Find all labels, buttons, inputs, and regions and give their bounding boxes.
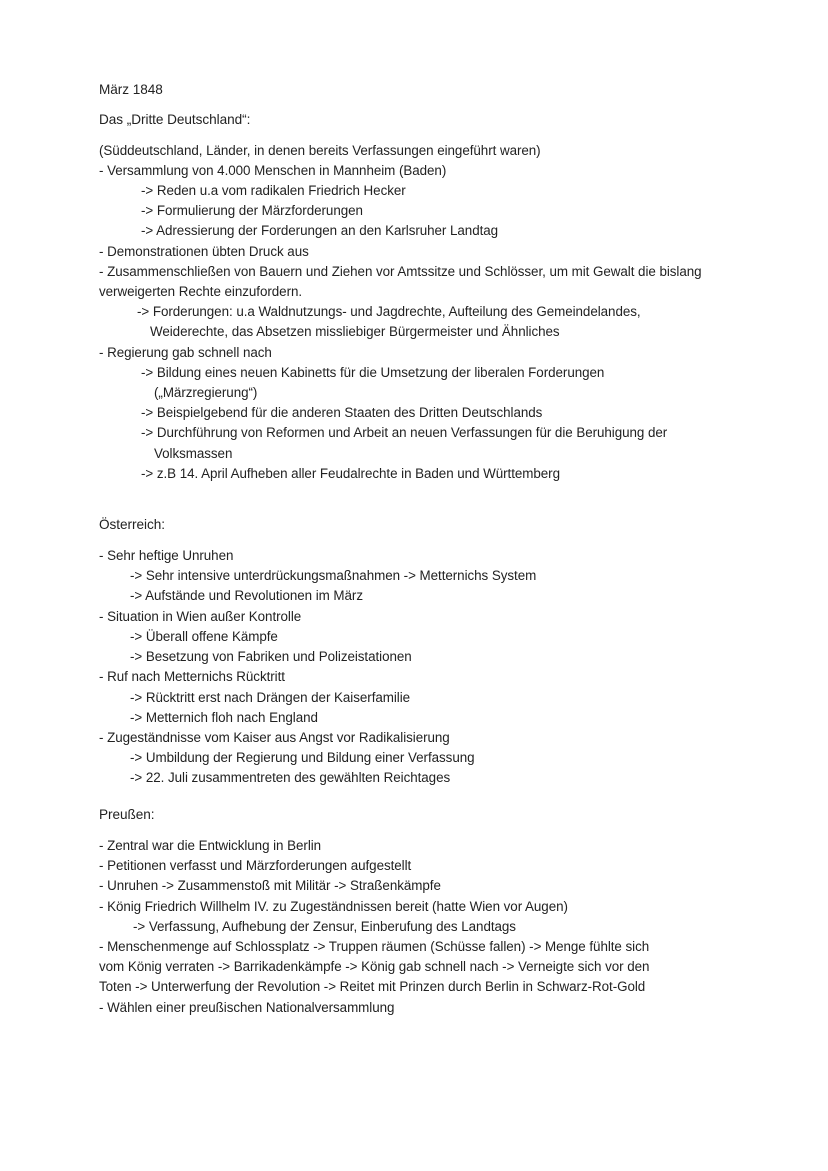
- text-line: - Zentral war die Entwicklung in Berlin: [99, 838, 322, 853]
- text-line: - Sehr heftige Unruhen: [99, 548, 234, 563]
- text-line: -> Reden u.a vom radikalen Friedrich Hecker: [141, 183, 406, 198]
- text-line: -> Adressierung der Forderungen an den Karlsruher Landtag: [141, 223, 499, 238]
- text-line: Volksmassen: [154, 446, 233, 461]
- text-line: („Märzregierung“): [154, 385, 258, 400]
- text-line: -> 22. Juli zusammentreten des gewählten Reichtages: [130, 770, 451, 785]
- text-line: -> Beispielgebend für die anderen Staaten des Dritten Deutschlands: [141, 405, 543, 420]
- text-line: -> Überall offene Kämpfe: [130, 629, 278, 644]
- text-line: -> Besetzung von Fabriken und Polizeistationen: [130, 649, 412, 664]
- text-line: verweigerten Rechte einzufordern.: [99, 284, 303, 299]
- text-line: Weiderechte, das Absetzen missliebiger Bürgermeister und Ähnliches: [150, 324, 560, 339]
- text-line: -> Formulierung der Märzforderungen: [141, 203, 363, 218]
- text-line: - Regierung gab schnell nach: [99, 345, 272, 360]
- section-heading-preussen: Preußen:: [99, 807, 155, 822]
- text-line: - Menschenmenge auf Schlossplatz -> Truppen räumen (Schüsse fallen) -> Menge fühlte sich: [99, 939, 650, 954]
- text-line: -> Rücktritt erst nach Drängen der Kaiserfamilie: [130, 690, 411, 705]
- text-line: - Versammlung von 4.000 Menschen in Mannheim (Baden): [99, 163, 447, 178]
- text-line: -> z.B 14. April Aufheben aller Feudalrechte in Baden und Württemberg: [141, 466, 560, 481]
- text-line: - Situation in Wien außer Kontrolle: [99, 609, 302, 624]
- text-line: -> Aufstände und Revolutionen im März: [130, 588, 363, 603]
- text-line: -> Bildung eines neuen Kabinetts für die Umsetzung der liberalen Forderungen: [141, 365, 605, 380]
- document-title: März 1848: [99, 82, 163, 97]
- text-line: -> Forderungen: u.a Waldnutzungs- und Jagdrechte, Aufteilung des Gemeindelandes,: [137, 304, 641, 319]
- text-line: -> Sehr intensive unterdrückungsmaßnahmen -> Metternichs System: [130, 568, 537, 583]
- text-line: - Ruf nach Metternichs Rücktritt: [99, 669, 285, 684]
- text-line: -> Umbildung der Regierung und Bildung einer Verfassung: [130, 750, 475, 765]
- text-line: - König Friedrich Willhelm IV. zu Zugeständnissen bereit (hatte Wien vor Augen): [99, 899, 568, 914]
- text-line: - Unruhen -> Zusammenstoß mit Militär -> Straßenkämpfe: [99, 878, 441, 893]
- text-line: - Zugeständnisse vom Kaiser aus Angst vor Radikalisierung: [99, 730, 450, 745]
- text-line: -> Metternich floh nach England: [130, 710, 318, 725]
- text-line: -> Durchführung von Reformen und Arbeit an neuen Verfassungen für die Beruhigung der: [141, 425, 668, 440]
- text-line: vom König verraten -> Barrikadenkämpfe -> König gab schnell nach -> Verneigte sich vor den: [99, 959, 650, 974]
- text-line: Toten -> Unterwerfung der Revolution -> Reitet mit Prinzen durch Berlin in Schwarz-Rot-Gold: [99, 979, 646, 994]
- section-heading-oesterreich: Österreich:: [99, 517, 165, 532]
- text-line: -> Verfassung, Aufhebung der Zensur, Einberufung des Landtags: [133, 919, 516, 934]
- section-heading-dritte-deutschland: Das „Dritte Deutschland“:: [99, 112, 251, 127]
- text-line: - Zusammenschließen von Bauern und Ziehen vor Amtssitze und Schlösser, um mit Gewalt die bislang: [99, 264, 702, 279]
- text-line: (Süddeutschland, Länder, in denen bereits Verfassungen eingeführt waren): [99, 143, 541, 158]
- text-line: - Demonstrationen übten Druck aus: [99, 244, 309, 259]
- text-line: - Petitionen verfasst und Märzforderungen aufgestellt: [99, 858, 412, 873]
- text-line: - Wählen einer preußischen Nationalversammlung: [99, 1000, 395, 1015]
